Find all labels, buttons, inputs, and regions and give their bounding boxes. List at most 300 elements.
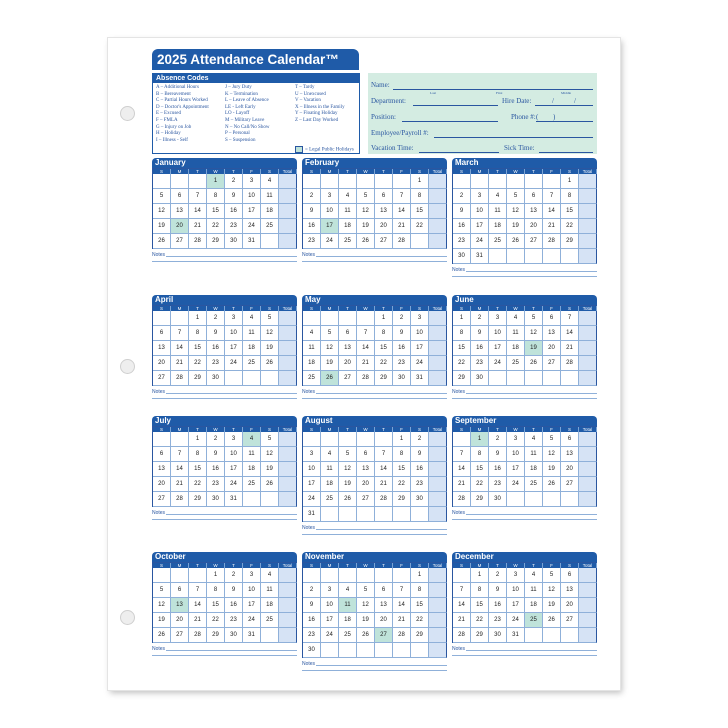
day-cell[interactable]: 12 [543,447,561,462]
day-cell[interactable]: 8 [189,326,207,341]
day-cell[interactable]: 14 [375,462,393,477]
day-cell[interactable]: 11 [261,583,279,598]
day-cell[interactable]: 14 [543,204,561,219]
day-cell[interactable]: 22 [189,477,207,492]
day-cell[interactable]: 6 [171,189,189,204]
notes-field[interactable] [152,252,297,261]
day-cell[interactable]: 18 [525,598,543,613]
day-cell[interactable]: 22 [561,219,579,234]
day-cell[interactable]: 22 [207,613,225,628]
day-cell[interactable]: 10 [471,204,489,219]
day-cell[interactable]: 3 [507,568,525,583]
week-total-cell[interactable] [579,598,597,613]
day-cell[interactable]: 20 [561,598,579,613]
day-cell[interactable]: 2 [207,432,225,447]
day-cell[interactable]: 28 [357,371,375,386]
day-cell[interactable]: 19 [357,613,375,628]
day-cell[interactable]: 18 [243,341,261,356]
day-cell[interactable]: 27 [171,234,189,249]
day-cell[interactable]: 1 [411,174,429,189]
day-cell[interactable]: 16 [471,341,489,356]
week-total-cell[interactable] [429,356,447,371]
week-total-cell[interactable] [279,326,297,341]
week-total-cell[interactable] [579,326,597,341]
day-cell[interactable]: 6 [561,568,579,583]
day-cell[interactable]: 15 [393,462,411,477]
day-cell[interactable]: 19 [321,356,339,371]
day-cell[interactable]: 28 [561,356,579,371]
day-cell[interactable]: 5 [261,311,279,326]
day-cell[interactable]: 11 [321,462,339,477]
week-total-cell[interactable] [279,583,297,598]
day-cell[interactable]: 8 [207,189,225,204]
day-cell[interactable]: 18 [243,462,261,477]
day-cell[interactable]: 12 [357,598,375,613]
day-cell[interactable]: 25 [525,613,543,628]
day-cell[interactable]: 21 [357,356,375,371]
day-cell[interactable]: 10 [303,462,321,477]
day-cell[interactable]: 20 [171,219,189,234]
day-cell[interactable]: 6 [561,432,579,447]
week-total-cell[interactable] [279,628,297,643]
day-cell[interactable]: 25 [525,477,543,492]
day-cell[interactable]: 13 [171,598,189,613]
day-cell[interactable]: 15 [207,598,225,613]
day-cell[interactable]: 6 [153,447,171,462]
week-total-cell[interactable] [579,341,597,356]
day-cell[interactable]: 9 [225,583,243,598]
day-cell[interactable]: 11 [525,447,543,462]
day-cell[interactable]: 22 [393,477,411,492]
day-cell[interactable]: 20 [543,341,561,356]
week-total-cell[interactable] [279,204,297,219]
day-cell[interactable]: 27 [375,628,393,643]
day-cell[interactable]: 11 [261,189,279,204]
week-total-cell[interactable] [279,447,297,462]
day-cell[interactable]: 4 [507,311,525,326]
day-cell[interactable]: 25 [303,371,321,386]
day-cell[interactable]: 17 [321,219,339,234]
week-total-cell[interactable] [429,174,447,189]
day-cell[interactable]: 26 [357,234,375,249]
day-cell[interactable]: 3 [243,174,261,189]
day-cell[interactable]: 31 [243,234,261,249]
day-cell[interactable]: 23 [489,477,507,492]
day-cell[interactable]: 12 [525,326,543,341]
day-cell[interactable]: 4 [525,432,543,447]
day-cell[interactable]: 19 [543,462,561,477]
day-cell[interactable]: 30 [225,234,243,249]
day-cell[interactable]: 7 [393,583,411,598]
week-total-cell[interactable] [579,234,597,249]
day-cell[interactable]: 23 [411,477,429,492]
notes-field[interactable] [452,389,597,398]
day-cell[interactable]: 15 [471,598,489,613]
notes-field[interactable] [302,252,447,261]
payroll-field[interactable] [434,137,593,138]
day-cell[interactable]: 21 [393,219,411,234]
day-cell[interactable]: 14 [561,326,579,341]
week-total-cell[interactable] [429,311,447,326]
day-cell[interactable]: 28 [189,628,207,643]
day-cell[interactable]: 25 [321,492,339,507]
day-cell[interactable]: 19 [507,219,525,234]
day-cell[interactable]: 11 [243,326,261,341]
day-cell[interactable]: 1 [207,174,225,189]
day-cell[interactable]: 10 [243,583,261,598]
week-total-cell[interactable] [279,189,297,204]
day-cell[interactable]: 24 [225,356,243,371]
day-cell[interactable]: 9 [225,189,243,204]
day-cell[interactable]: 15 [561,204,579,219]
day-cell[interactable]: 11 [489,204,507,219]
day-cell[interactable]: 16 [207,341,225,356]
day-cell[interactable]: 24 [507,477,525,492]
day-cell[interactable]: 24 [321,234,339,249]
day-cell[interactable]: 31 [243,628,261,643]
day-cell[interactable]: 23 [471,356,489,371]
day-cell[interactable]: 25 [243,477,261,492]
day-cell[interactable]: 2 [225,174,243,189]
day-cell[interactable]: 2 [489,432,507,447]
day-cell[interactable]: 11 [303,341,321,356]
day-cell[interactable]: 21 [561,341,579,356]
day-cell[interactable]: 2 [225,568,243,583]
day-cell[interactable]: 8 [471,447,489,462]
name-field[interactable] [393,89,593,90]
week-total-cell[interactable] [279,568,297,583]
day-cell[interactable]: 23 [225,613,243,628]
day-cell[interactable]: 18 [261,204,279,219]
day-cell[interactable]: 9 [207,326,225,341]
week-total-cell[interactable] [579,613,597,628]
day-cell[interactable]: 9 [489,447,507,462]
day-cell[interactable]: 30 [471,371,489,386]
day-cell[interactable]: 13 [375,598,393,613]
day-cell[interactable]: 26 [261,356,279,371]
notes-field[interactable] [452,510,597,519]
day-cell[interactable]: 10 [321,598,339,613]
day-cell[interactable]: 28 [393,234,411,249]
day-cell[interactable]: 7 [171,447,189,462]
week-total-cell[interactable] [579,432,597,447]
day-cell[interactable]: 19 [339,477,357,492]
day-cell[interactable]: 29 [471,628,489,643]
day-cell[interactable]: 11 [525,583,543,598]
day-cell[interactable]: 22 [207,219,225,234]
day-cell[interactable]: 24 [243,613,261,628]
day-cell[interactable]: 25 [261,219,279,234]
day-cell[interactable]: 12 [261,326,279,341]
week-total-cell[interactable] [429,189,447,204]
hire-date-field[interactable] [535,105,593,106]
day-cell[interactable]: 5 [543,432,561,447]
day-cell[interactable]: 16 [411,462,429,477]
week-total-cell[interactable] [429,568,447,583]
day-cell[interactable]: 10 [225,326,243,341]
day-cell[interactable]: 16 [489,462,507,477]
day-cell[interactable]: 28 [375,492,393,507]
day-cell[interactable]: 26 [321,371,339,386]
day-cell[interactable]: 31 [471,249,489,264]
day-cell[interactable]: 25 [339,628,357,643]
week-total-cell[interactable] [429,628,447,643]
vacation-time-field[interactable] [419,152,499,153]
day-cell[interactable]: 5 [153,583,171,598]
day-cell[interactable]: 16 [489,598,507,613]
day-cell[interactable]: 19 [153,613,171,628]
day-cell[interactable]: 7 [561,311,579,326]
day-cell[interactable]: 14 [393,598,411,613]
day-cell[interactable]: 21 [453,613,471,628]
week-total-cell[interactable] [429,462,447,477]
day-cell[interactable]: 1 [375,311,393,326]
day-cell[interactable]: 7 [543,189,561,204]
week-total-cell[interactable] [429,447,447,462]
day-cell[interactable]: 14 [357,341,375,356]
sick-time-field[interactable] [539,152,593,153]
day-cell[interactable]: 30 [207,492,225,507]
day-cell[interactable]: 29 [189,371,207,386]
week-total-cell[interactable] [579,249,597,264]
day-cell[interactable]: 6 [153,326,171,341]
notes-field[interactable] [452,267,597,276]
day-cell[interactable]: 10 [507,583,525,598]
week-total-cell[interactable] [279,356,297,371]
day-cell[interactable]: 16 [225,204,243,219]
day-cell[interactable]: 3 [489,311,507,326]
day-cell[interactable]: 27 [525,234,543,249]
day-cell[interactable]: 9 [207,447,225,462]
week-total-cell[interactable] [429,371,447,386]
day-cell[interactable]: 29 [393,492,411,507]
day-cell[interactable]: 3 [411,311,429,326]
day-cell[interactable]: 30 [489,628,507,643]
day-cell[interactable]: 3 [321,583,339,598]
day-cell[interactable]: 14 [393,204,411,219]
day-cell[interactable]: 29 [453,371,471,386]
day-cell[interactable]: 23 [453,234,471,249]
day-cell[interactable]: 31 [411,371,429,386]
day-cell[interactable]: 30 [411,492,429,507]
day-cell[interactable]: 29 [411,628,429,643]
position-field[interactable] [402,121,498,122]
day-cell[interactable]: 13 [561,447,579,462]
day-cell[interactable]: 31 [303,507,321,522]
week-total-cell[interactable] [579,447,597,462]
day-cell[interactable]: 17 [225,341,243,356]
day-cell[interactable]: 5 [525,311,543,326]
week-total-cell[interactable] [579,204,597,219]
day-cell[interactable]: 29 [207,234,225,249]
day-cell[interactable]: 7 [189,189,207,204]
week-total-cell[interactable] [579,174,597,189]
day-cell[interactable]: 19 [525,341,543,356]
day-cell[interactable]: 14 [189,204,207,219]
week-total-cell[interactable] [429,643,447,658]
week-total-cell[interactable] [279,371,297,386]
day-cell[interactable]: 18 [507,341,525,356]
day-cell[interactable]: 24 [225,477,243,492]
day-cell[interactable]: 3 [507,432,525,447]
day-cell[interactable]: 8 [453,326,471,341]
day-cell[interactable]: 22 [375,356,393,371]
day-cell[interactable]: 18 [339,219,357,234]
day-cell[interactable]: 21 [543,219,561,234]
day-cell[interactable]: 20 [339,356,357,371]
day-cell[interactable]: 25 [507,356,525,371]
day-cell[interactable]: 12 [321,341,339,356]
day-cell[interactable]: 6 [357,447,375,462]
week-total-cell[interactable] [279,477,297,492]
day-cell[interactable]: 30 [453,249,471,264]
day-cell[interactable]: 5 [507,189,525,204]
day-cell[interactable]: 7 [189,583,207,598]
day-cell[interactable]: 20 [561,462,579,477]
day-cell[interactable]: 17 [507,462,525,477]
week-total-cell[interactable] [429,492,447,507]
day-cell[interactable]: 8 [189,447,207,462]
day-cell[interactable]: 30 [207,371,225,386]
day-cell[interactable]: 30 [225,628,243,643]
day-cell[interactable]: 7 [393,189,411,204]
day-cell[interactable]: 17 [303,477,321,492]
day-cell[interactable]: 18 [525,462,543,477]
day-cell[interactable]: 15 [207,204,225,219]
day-cell[interactable]: 13 [171,204,189,219]
day-cell[interactable]: 26 [153,234,171,249]
day-cell[interactable]: 20 [171,613,189,628]
day-cell[interactable]: 15 [411,204,429,219]
day-cell[interactable]: 26 [153,628,171,643]
week-total-cell[interactable] [579,356,597,371]
day-cell[interactable]: 6 [543,311,561,326]
day-cell[interactable]: 25 [243,356,261,371]
day-cell[interactable]: 4 [261,174,279,189]
phone-field[interactable] [536,121,593,122]
day-cell[interactable]: 2 [471,311,489,326]
day-cell[interactable]: 20 [357,477,375,492]
day-cell[interactable]: 15 [453,341,471,356]
day-cell[interactable]: 1 [411,568,429,583]
day-cell[interactable]: 12 [153,204,171,219]
day-cell[interactable]: 3 [243,568,261,583]
day-cell[interactable]: 28 [453,492,471,507]
day-cell[interactable]: 10 [225,447,243,462]
day-cell[interactable]: 31 [507,628,525,643]
day-cell[interactable]: 1 [189,311,207,326]
day-cell[interactable]: 9 [411,447,429,462]
day-cell[interactable]: 10 [507,447,525,462]
day-cell[interactable]: 3 [225,311,243,326]
week-total-cell[interactable] [279,492,297,507]
week-total-cell[interactable] [579,371,597,386]
day-cell[interactable]: 17 [243,204,261,219]
day-cell[interactable]: 4 [321,447,339,462]
day-cell[interactable]: 1 [561,174,579,189]
day-cell[interactable]: 5 [321,326,339,341]
day-cell[interactable]: 28 [393,628,411,643]
day-cell[interactable]: 16 [303,219,321,234]
week-total-cell[interactable] [429,598,447,613]
day-cell[interactable]: 26 [261,477,279,492]
week-total-cell[interactable] [279,311,297,326]
day-cell[interactable]: 13 [153,341,171,356]
day-cell[interactable]: 15 [471,462,489,477]
day-cell[interactable]: 6 [339,326,357,341]
day-cell[interactable]: 20 [153,477,171,492]
day-cell[interactable]: 16 [225,598,243,613]
day-cell[interactable]: 2 [303,189,321,204]
day-cell[interactable]: 14 [171,462,189,477]
day-cell[interactable]: 27 [561,477,579,492]
day-cell[interactable]: 9 [303,598,321,613]
day-cell[interactable]: 29 [207,628,225,643]
week-total-cell[interactable] [579,568,597,583]
day-cell[interactable]: 1 [471,568,489,583]
day-cell[interactable]: 23 [489,613,507,628]
day-cell[interactable]: 29 [561,234,579,249]
day-cell[interactable]: 5 [543,568,561,583]
day-cell[interactable]: 4 [525,568,543,583]
day-cell[interactable]: 27 [153,492,171,507]
day-cell[interactable]: 17 [321,613,339,628]
day-cell[interactable]: 17 [471,219,489,234]
week-total-cell[interactable] [279,219,297,234]
department-field[interactable] [413,105,498,106]
day-cell[interactable]: 16 [393,341,411,356]
day-cell[interactable]: 31 [225,492,243,507]
day-cell[interactable]: 28 [171,371,189,386]
day-cell[interactable]: 8 [207,583,225,598]
week-total-cell[interactable] [429,507,447,522]
day-cell[interactable]: 23 [393,356,411,371]
day-cell[interactable]: 20 [525,219,543,234]
day-cell[interactable]: 23 [207,356,225,371]
day-cell[interactable]: 5 [357,189,375,204]
day-cell[interactable]: 21 [375,477,393,492]
day-cell[interactable]: 14 [453,598,471,613]
day-cell[interactable]: 22 [471,613,489,628]
day-cell[interactable]: 27 [543,356,561,371]
day-cell[interactable]: 25 [261,613,279,628]
day-cell[interactable]: 6 [375,189,393,204]
day-cell[interactable]: 2 [453,189,471,204]
day-cell[interactable]: 26 [543,477,561,492]
day-cell[interactable]: 2 [393,311,411,326]
day-cell[interactable]: 2 [207,311,225,326]
day-cell[interactable]: 12 [339,462,357,477]
week-total-cell[interactable] [429,477,447,492]
day-cell[interactable]: 15 [375,341,393,356]
day-cell[interactable]: 22 [189,356,207,371]
day-cell[interactable]: 23 [225,219,243,234]
day-cell[interactable]: 7 [375,447,393,462]
notes-field[interactable] [152,646,297,655]
day-cell[interactable]: 17 [411,341,429,356]
day-cell[interactable]: 18 [489,219,507,234]
day-cell[interactable]: 2 [303,583,321,598]
day-cell[interactable]: 23 [207,477,225,492]
week-total-cell[interactable] [579,628,597,643]
day-cell[interactable]: 27 [153,371,171,386]
day-cell[interactable]: 27 [171,628,189,643]
day-cell[interactable]: 1 [471,432,489,447]
day-cell[interactable]: 3 [303,447,321,462]
day-cell[interactable]: 29 [189,492,207,507]
day-cell[interactable]: 4 [489,189,507,204]
day-cell[interactable]: 13 [375,204,393,219]
